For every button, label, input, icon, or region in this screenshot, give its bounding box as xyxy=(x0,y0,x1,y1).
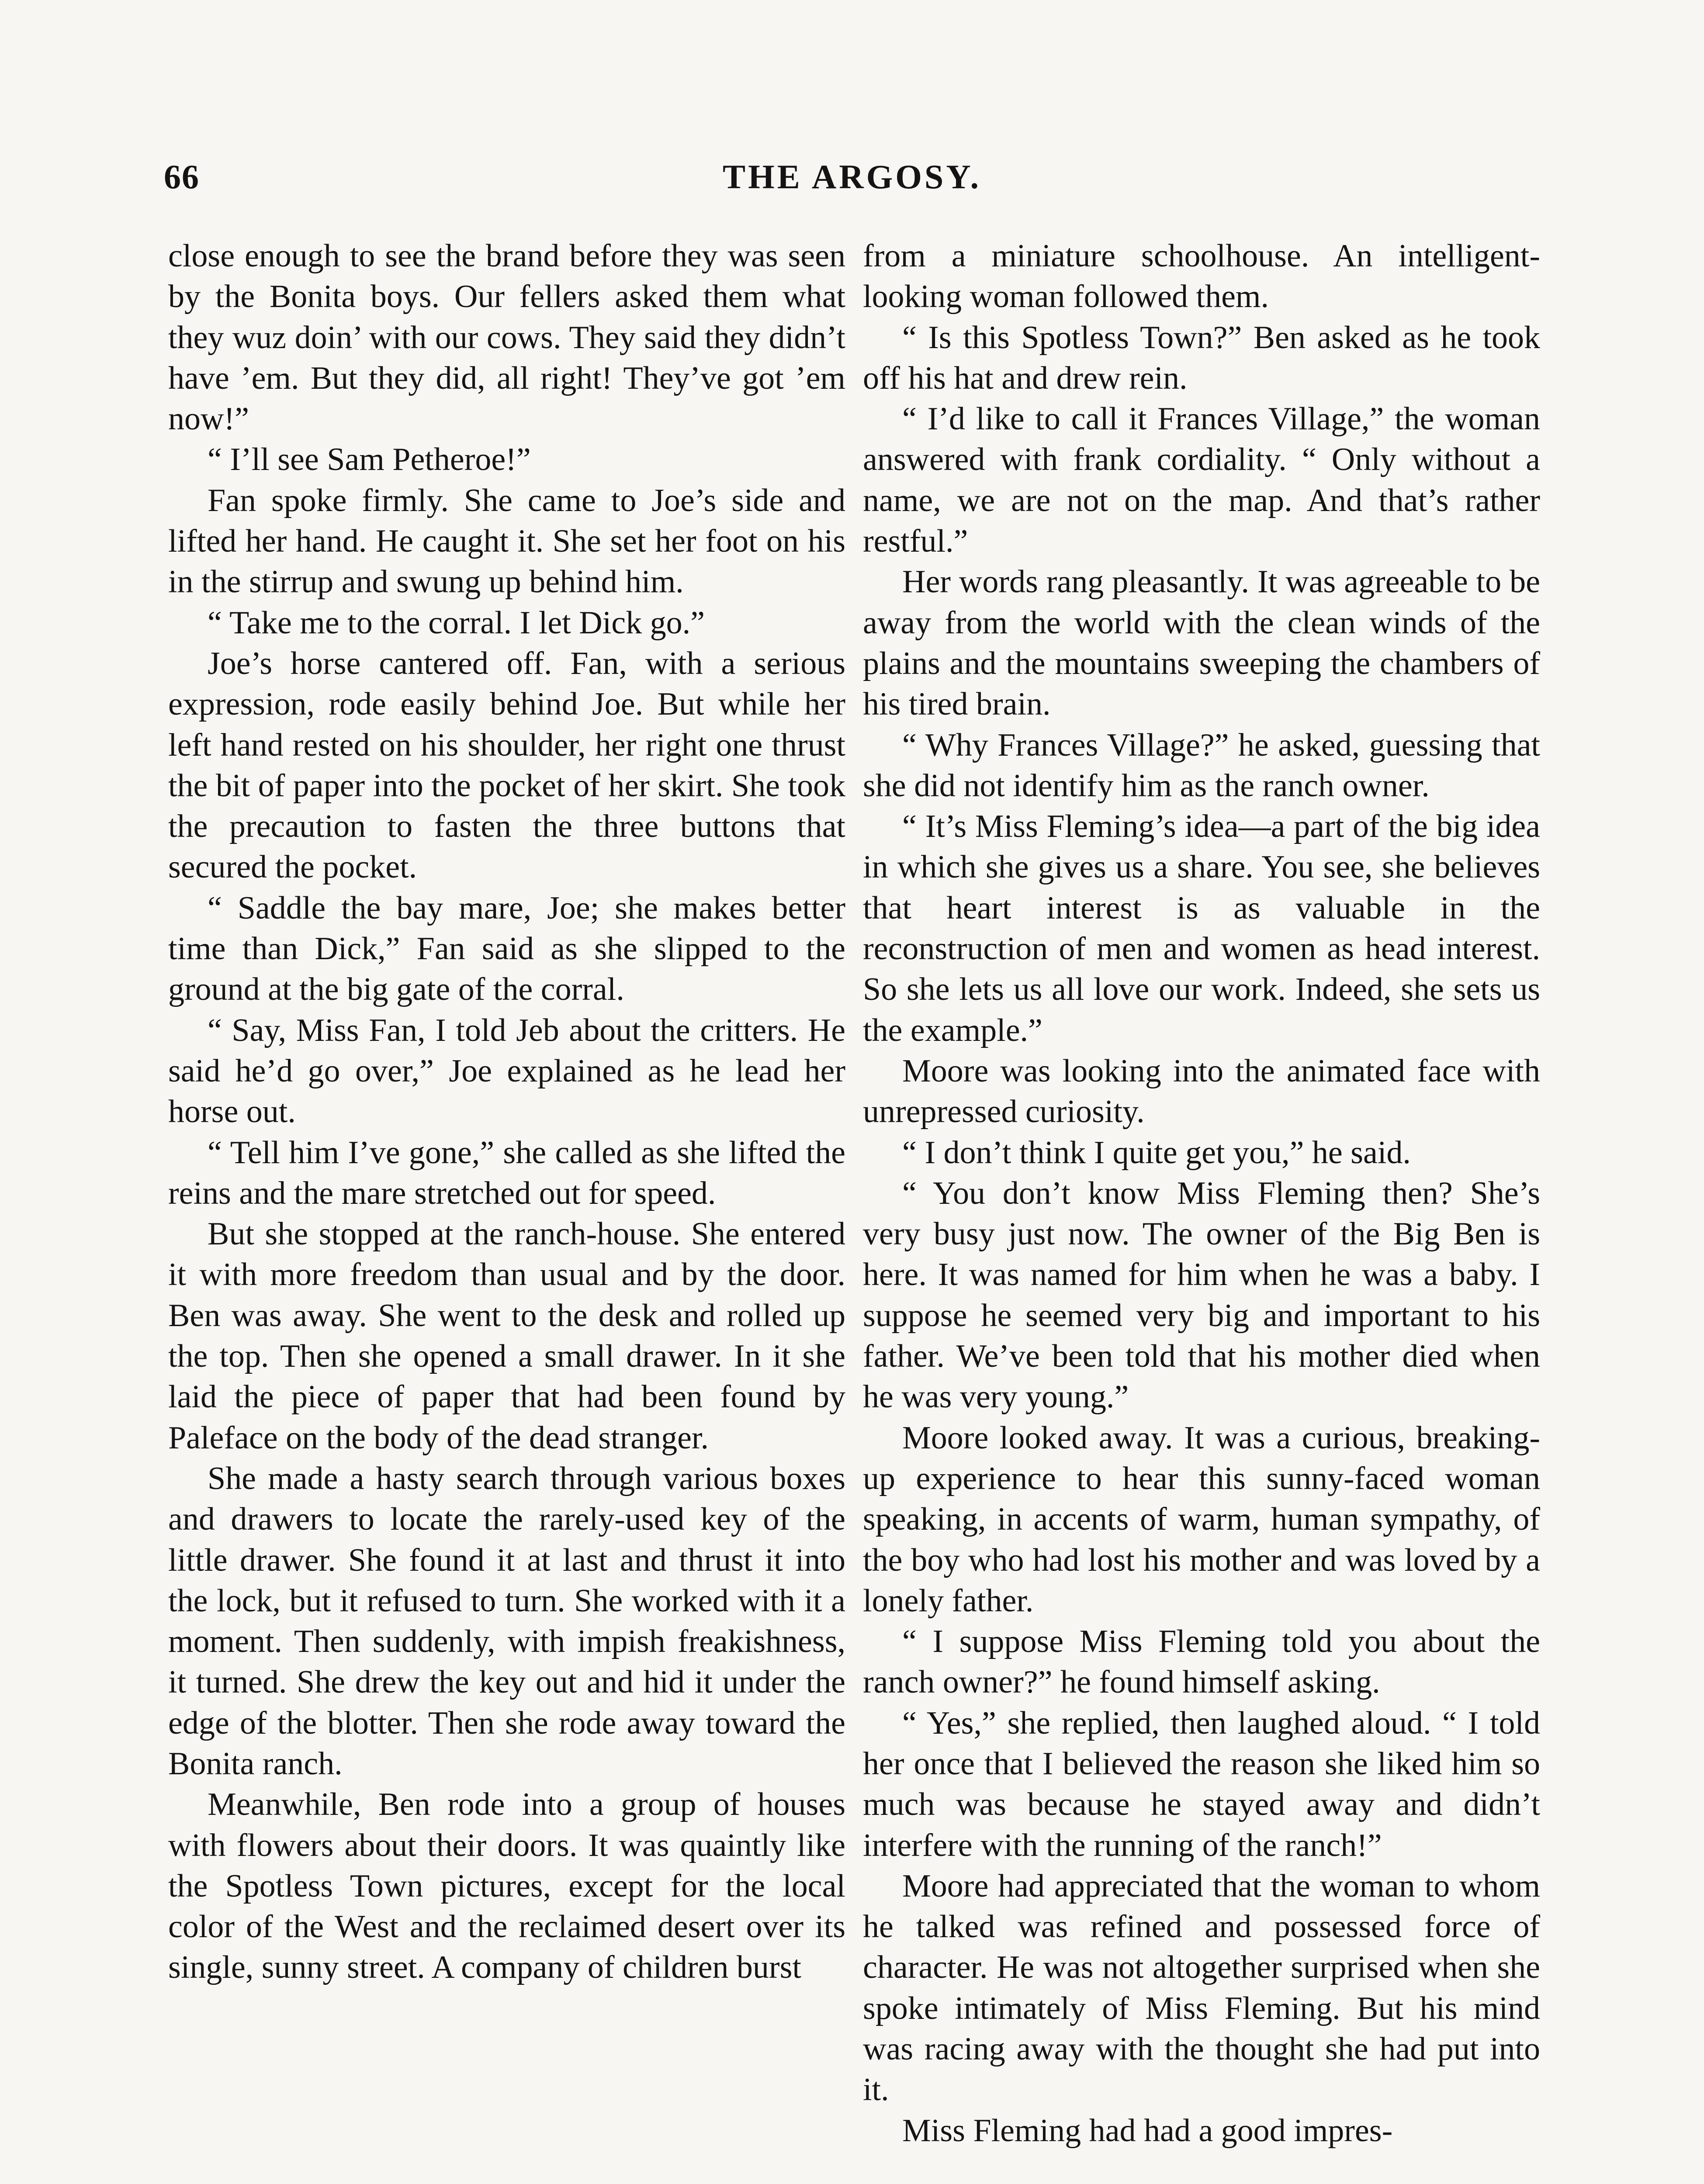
paragraph: “ Take me to the corral. I let Dick go.” xyxy=(208,605,705,641)
paragraph: “ Why Frances Village?” he asked, guessing that she did not identify him as the ranch owner. xyxy=(863,727,1540,804)
paragraph: “ Saddle the bay mare, Joe; she makes better time than Dick,” Fan said as she slipped to the ground at the big gate of the corral. xyxy=(168,890,845,1008)
paragraph: Meanwhile, Ben rode into a group of houses with flowers about their doors. It was quaintly like the Spotless Town pictures, except for the local color of the West and the reclaimed desert over its single, sunny street. A company of children burst xyxy=(168,1787,845,1986)
paragraph: She made a hasty search through various boxes and drawers to locate the rarely-used key of the little drawer. She found it at last and thrust it into the lock, but it refused to turn. She worked with it a moment. Then suddenly, with impish freakishness, it turned. She drew the key out and hid it under the edge of the blotter. Then she rode away toward the Bonita ranch. xyxy=(168,1460,845,1782)
paragraph: Her words rang pleasantly. It was agreeable to be away from the world with the clean winds of the plains and the mountains sweeping the chambers of his tired brain. xyxy=(863,564,1540,722)
paragraph: “ I’d like to call it Frances Village,” the woman answered with frank cordiality. “ Only without a name, we are not on the map. And that’s rather restful.” xyxy=(863,401,1540,560)
paragraph: Moore was looking into the animated face with unrepressed curiosity. xyxy=(863,1053,1540,1130)
paragraph: “ I don’t think I quite get you,” he said. xyxy=(902,1134,1411,1171)
paragraph: Moore looked away. It was a curious, breaking-up experience to hear this sunny-faced woman speaking, in accents of warm, human sympathy, of the boy who had lost his mother and was loved by a lonely father. xyxy=(863,1420,1540,1619)
paragraph: Joe’s horse cantered off. Fan, with a serious expression, rode easily behind Joe. But while her left hand rested on his shoulder, her right one thrust the bit of paper into the pocket of her skirt. She took the precaution to fasten the three buttons that secured the pocket. xyxy=(168,645,845,885)
paragraph: But she stopped at the ranch-house. She entered it with more freedom than usual and by the door. Ben was away. She went to the desk and rolled up the top. Then she opened a small drawer. In it she laid the piece of paper that had been found by Paleface on the body of the dead stranger. xyxy=(168,1216,845,1456)
paragraph: Miss Fleming had had a good impres- xyxy=(902,2112,1393,2149)
page-header xyxy=(164,157,1540,205)
paragraph: “ Say, Miss Fan, I told Jeb about the critters. He said he’d go over,” Joe explained as he lead her horse out. xyxy=(168,1012,845,1130)
paragraph: “ Is this Spotless Town?” Ben asked as he took off his hat and drew rein. xyxy=(863,319,1540,396)
paragraph: “ I’ll see Sam Petheroe!” xyxy=(208,442,531,478)
paragraph: “ I suppose Miss Fleming told you about the ranch owner?” he found himself asking. xyxy=(863,1624,1540,1700)
paragraph: “ Yes,” she replied, then laughed aloud. “ I told her once that I believed the reason she liked him so much was because he stayed away and didn’t interfere with the running of the ranch!” xyxy=(863,1705,1540,1863)
paragraph: “ You don’t know Miss Fleming then? She’s very busy just now. The owner of the Big Ben is here. It was named for him when he was a baby. I suppose he seemed very big and important to his father. We’ve been told that his mother died when he was very young.” xyxy=(863,1175,1540,1415)
paragraph: “ Tell him I’ve gone,” she called as she lifted the reins and the mare stretched out for speed. xyxy=(168,1134,845,1211)
paragraph: “ It’s Miss Fleming’s idea—a part of the big idea in which she gives us a share. You see, she believes that heart interest is as valuable in the reconstruction of men and women as head interest. So she lets us all love our work. Indeed, she sets us the example.” xyxy=(863,809,1540,1048)
page-number: 66 xyxy=(164,158,200,196)
paragraph: Moore had appreciated that the woman to whom he talked was refined and possessed force of character. He was not altogether surprised when she spoke intimately of Miss Fleming. But his mind was racing away with the thought she had put into it. xyxy=(863,1868,1540,2108)
running-title: THE ARGOSY. xyxy=(723,158,981,196)
text-column-right xyxy=(863,236,1540,2151)
paragraph: close enough to see the brand before they was seen by the Bonita boys. Our fellers asked them what they wuz doin’ with our cows. They said they didn’t have ’em. But they did, all right! They’ve got ’em now!” xyxy=(168,238,845,437)
paragraph: from a miniature schoolhouse. An intelligent-looking woman followed them. xyxy=(863,238,1540,315)
text-column-left xyxy=(168,236,845,1988)
paragraph: Fan spoke firmly. She came to Joe’s side and lifted her hand. He caught it. She set her foot on his in the stirrup and swung up behind him. xyxy=(168,482,845,600)
